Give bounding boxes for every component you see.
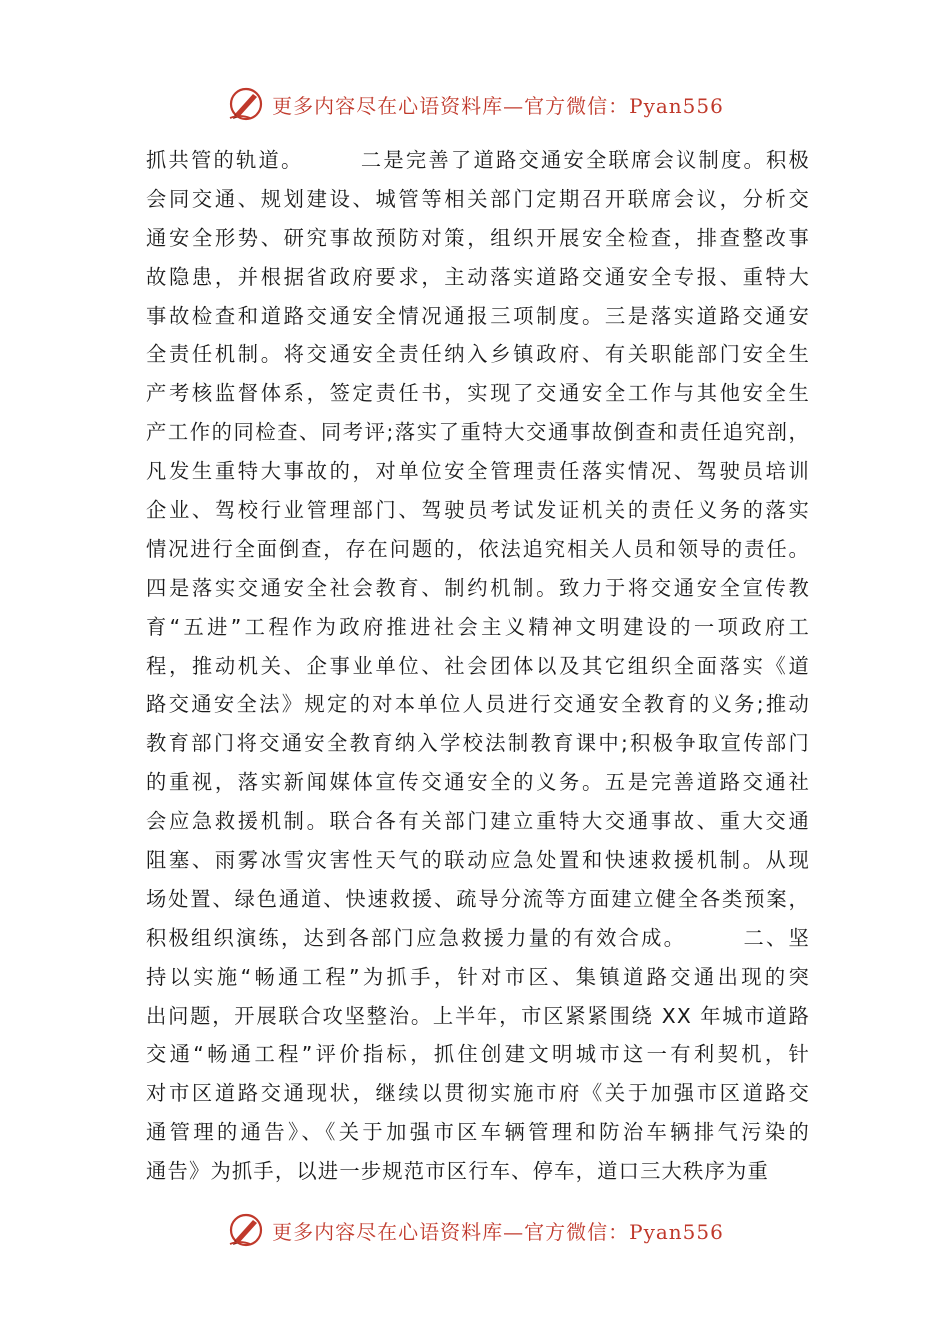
banner-text: 更多内容尽在心语资料库—官方微信：Pyan556 xyxy=(272,93,724,118)
pen-logo-icon xyxy=(226,1210,266,1250)
text-line: 路交通安全法》规定的对本单位人员进行交通安全教育的义务;推动 xyxy=(146,692,810,717)
text-line: 阻塞、雨雾冰雪灾害性天气的联动应急处置和快速救援机制。从现 xyxy=(146,848,810,873)
text-line: 程，推动机关、企事业单位、社会团体以及其它组织全面落实《道 xyxy=(146,653,810,678)
banner-text: 更多内容尽在心语资料库—官方微信：Pyan556 xyxy=(272,1219,724,1244)
text-line: 教育部门将交通安全教育纳入学校法制教育课中;积极争取宣传部门 xyxy=(146,731,810,756)
text-line: 会同交通、规划建设、城管等相关部门定期召开联席会议，分析交 xyxy=(146,186,810,211)
text-line: 四是落实交通安全社会教育、制约机制。致力于将交通安全宣传教 xyxy=(146,575,810,600)
text-line: 积极组织演练，达到各部门应急救援力量的有效合成。 二、坚 xyxy=(146,925,810,950)
text-line: 通告》为抓手，以进一步规范市区行车、停车，道口三大秩序为重 xyxy=(146,1159,769,1184)
text-line: 全责任机制。将交通安全责任纳入乡镇政府、有关职能部门安全生 xyxy=(146,342,810,367)
text-line: 事故检查和道路交通安全情况通报三项制度。三是落实道路交通安 xyxy=(146,303,810,328)
text-line: 凡发生重特大事故的，对单位安全管理责任落实情况、驾驶员培训 xyxy=(146,459,810,484)
text-line: 企业、驾校行业管理部门、驾驶员考试发证机关的责任义务的落实 xyxy=(146,498,810,523)
text-line: 产考核监督体系，签定责任书，实现了交通安全工作与其他安全生 xyxy=(146,381,810,406)
text-line: 出问题，开展联合攻坚整治。上半年，市区紧紧围绕 XX 年城市道路 xyxy=(146,1003,810,1028)
text-line: 场处置、绿色通道、快速救援、疏导分流等方面建立健全各类预案， xyxy=(146,886,810,911)
text-line: 的重视，落实新闻媒体宣传交通安全的义务。五是完善道路交通社 xyxy=(146,770,810,795)
text-line: 抓共管的轨道。 二是完善了道路交通安全联席会议制度。积极 xyxy=(146,148,810,172)
footer-banner xyxy=(0,1210,950,1250)
text-line: 故隐患，并根据省政府要求，主动落实道路交通安全专报、重特大 xyxy=(146,264,810,289)
text-line: 产工作的同检查、同考评;落实了重特大交通事故倒查和责任追究剖， xyxy=(146,420,810,445)
header-banner xyxy=(0,84,950,124)
text-line: 会应急救援机制。联合各有关部门建立重特大交通事故、重大交通 xyxy=(146,809,810,834)
pen-logo-icon xyxy=(226,84,266,124)
text-line: 育“五进”工程作为政府推进社会主义精神文明建设的一项政府工 xyxy=(146,614,810,639)
text-line: 持以实施“畅通工程”为抓手，针对市区、集镇道路交通出现的突 xyxy=(146,964,810,989)
text-line: 交通“畅通工程”评价指标，抓住创建文明城市这一有利契机，针 xyxy=(146,1042,810,1067)
text-line: 情况进行全面倒查，存在问题的，依法追究相关人员和领导的责任。 xyxy=(146,536,810,561)
text-line: 通管理的通告》、《关于加强市区车辆管理和防治车辆排气污染的 xyxy=(146,1120,810,1145)
text-line: 对市区道路交通现状，继续以贯彻实施市府《关于加强市区道路交 xyxy=(146,1081,810,1106)
body-text xyxy=(146,141,810,1191)
text-line: 通安全形势、研究事故预防对策，组织开展安全检查，排查整改事 xyxy=(146,225,810,250)
